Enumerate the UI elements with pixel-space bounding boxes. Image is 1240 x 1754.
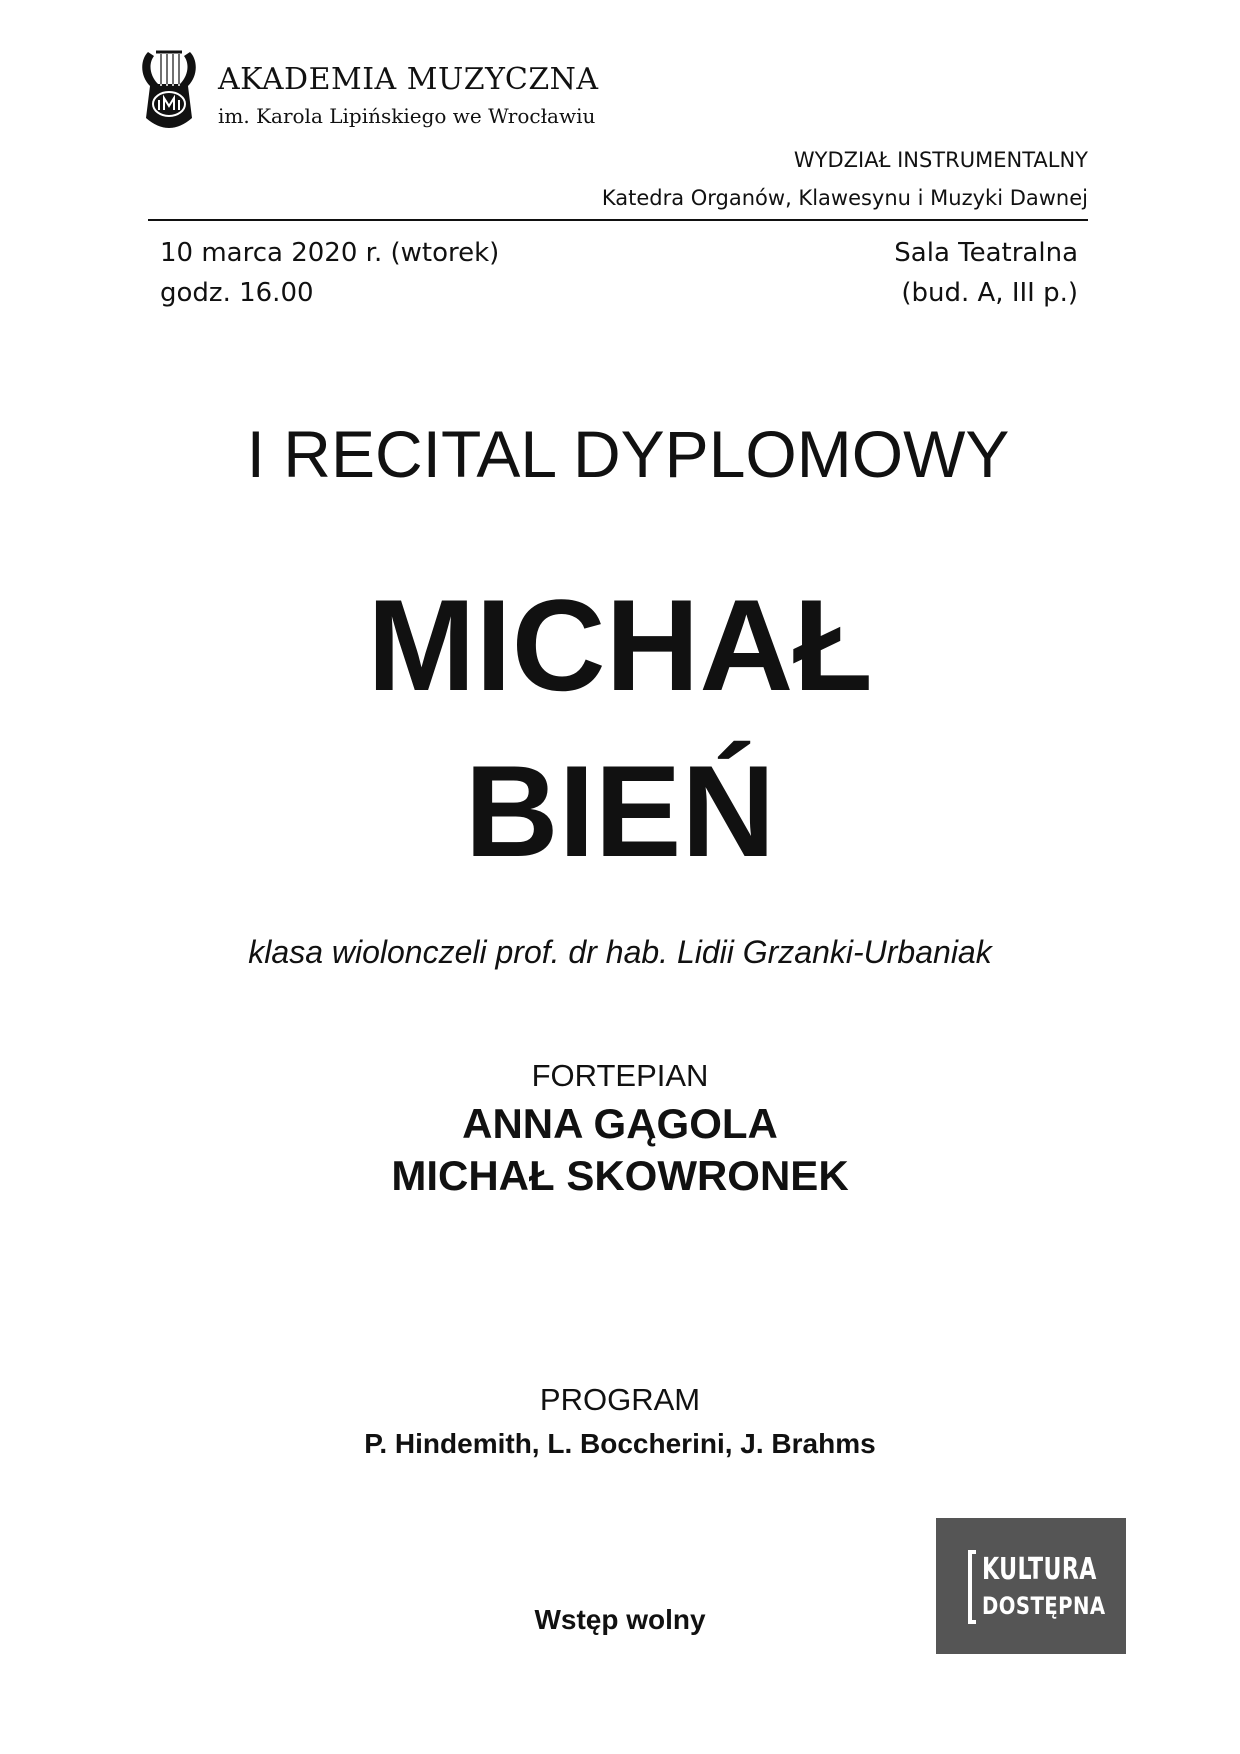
department-name: WYDZIAŁ INSTRUMENTALNY <box>793 148 1088 172</box>
institution-name: AKADEMIA MUZYCZNA <box>218 62 599 97</box>
event-venue: Sala Teatralna <box>894 238 1078 268</box>
program-composers: P. Hindemith, L. Boccherini, J. Brahms <box>364 1428 876 1459</box>
chair-name: Katedra Organów, Klawesynu i Muzyki Dawnej <box>601 186 1088 210</box>
accompaniment-label: FORTEPIAN <box>531 1058 709 1093</box>
pianist-name: ANNA GĄGOLA <box>462 1100 778 1147</box>
lyre-logo-icon <box>138 46 200 138</box>
badge-line-1: KULTURA <box>982 1552 1097 1587</box>
event-date: 10 marca 2020 r. (wtorek) <box>160 238 500 268</box>
class-info: klasa wiolonczeli prof. dr hab. Lidii Grzanki-Urbaniak <box>248 934 992 970</box>
kultura-dostepna-badge <box>936 1518 1126 1654</box>
recital-title: I RECITAL DYPLOMOWY <box>246 417 1010 491</box>
performer-first-name: MICHAŁ <box>367 572 873 718</box>
pianist-name: MICHAŁ SKOWRONEK <box>391 1152 849 1199</box>
program-label: PROGRAM <box>539 1382 701 1417</box>
header-divider <box>148 219 1088 221</box>
performer-last-name: BIEŃ <box>464 738 776 884</box>
entry-info: Wstęp wolny <box>534 1604 706 1635</box>
event-venue-detail: (bud. A, III p.) <box>901 278 1078 308</box>
badge-line-2: DOSTĘPNA <box>982 1592 1106 1620</box>
institution-subtitle: im. Karola Lipińskiego we Wrocławiu <box>218 104 596 128</box>
event-time: godz. 16.00 <box>160 278 314 308</box>
bracket-icon <box>968 1550 976 1624</box>
